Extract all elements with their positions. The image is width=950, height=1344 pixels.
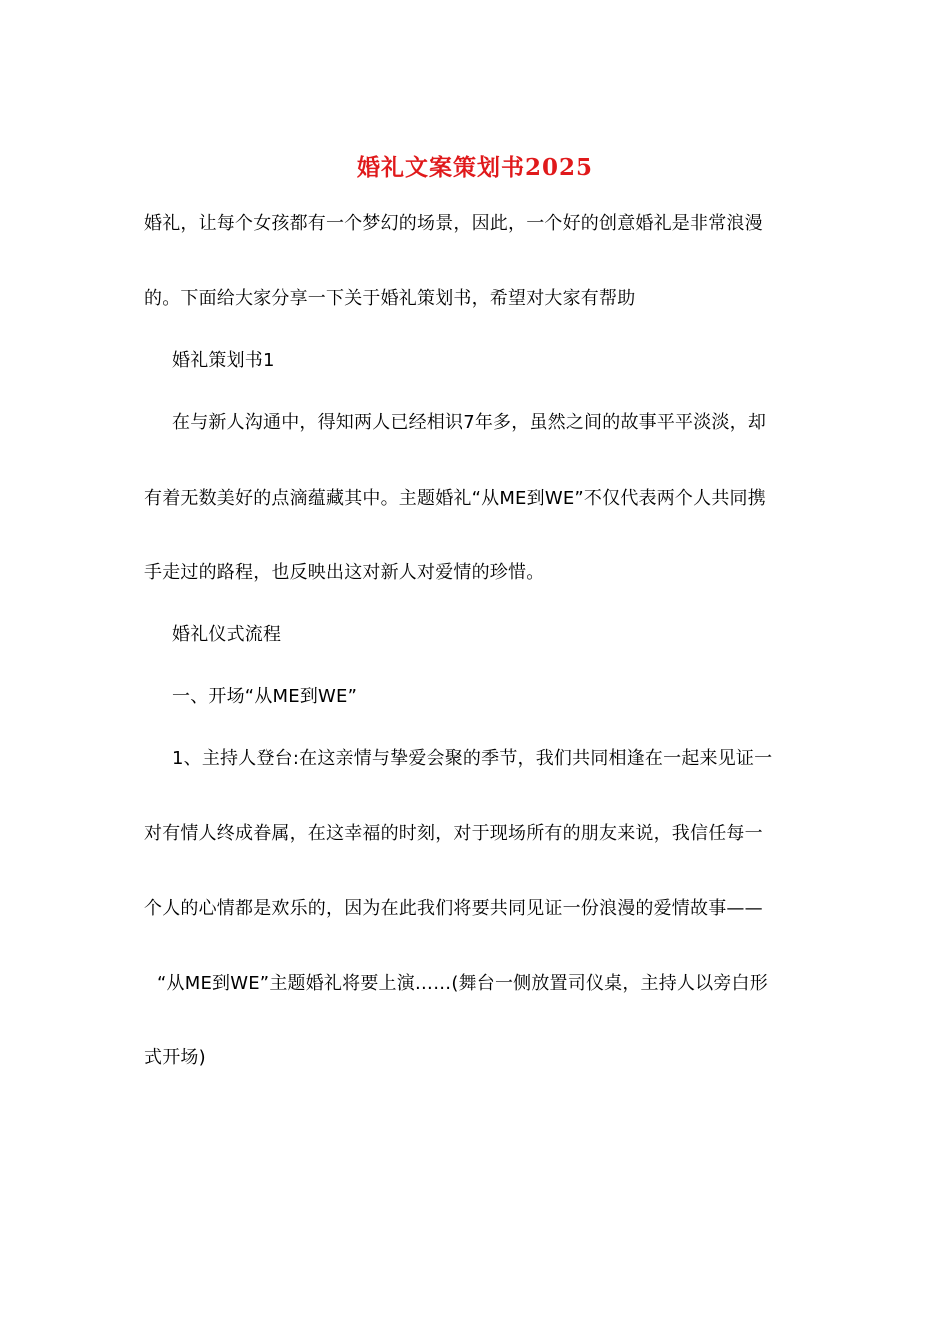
host-paragraph-line-3: 个人的心情都是欢乐的，因为在此我们将要共同见证一份浪漫的爱情故事—— [144,898,763,919]
intro-line-2: 的。下面给大家分享一下关于婚礼策划书，希望对大家有帮助 [144,288,636,309]
host-paragraph-line-4: “从ME到WE”主题婚礼将要上演……(舞台一侧放置司仪桌，主持人以旁白形 [157,973,768,994]
section-heading-plan-1: 婚礼策划书1 [172,350,275,371]
paragraph-line-2: 有着无数美好的点滴蕴藏其中。主题婚礼“从ME到WE”不仅代表两个人共同携 [144,488,766,509]
paragraph-line-3: 手走过的路程，也反映出这对新人对爱情的珍惜。 [144,562,545,583]
paragraph-line-1: 在与新人沟通中，得知两人已经相识7年多，虽然之间的故事平平淡淡，却 [172,412,767,433]
host-paragraph-line-2: 对有情人终成眷属，在这幸福的时刻，对于现场所有的朋友来说，我信任每一 [144,823,763,844]
host-paragraph-line-1: 1、主持人登台:在这亲情与挚爱会聚的季节，我们共同相逢在一起来见证一 [172,748,773,769]
section-heading-ceremony: 婚礼仪式流程 [172,624,282,645]
subheading-opening: 一、开场“从ME到WE” [172,686,358,707]
document-title: 婚礼文案策划书2025 [356,154,593,181]
host-paragraph-line-5: 式开场) [144,1047,206,1068]
intro-line-1: 婚礼，让每个女孩都有一个梦幻的场景，因此，一个好的创意婚礼是非常浪漫 [144,213,763,234]
